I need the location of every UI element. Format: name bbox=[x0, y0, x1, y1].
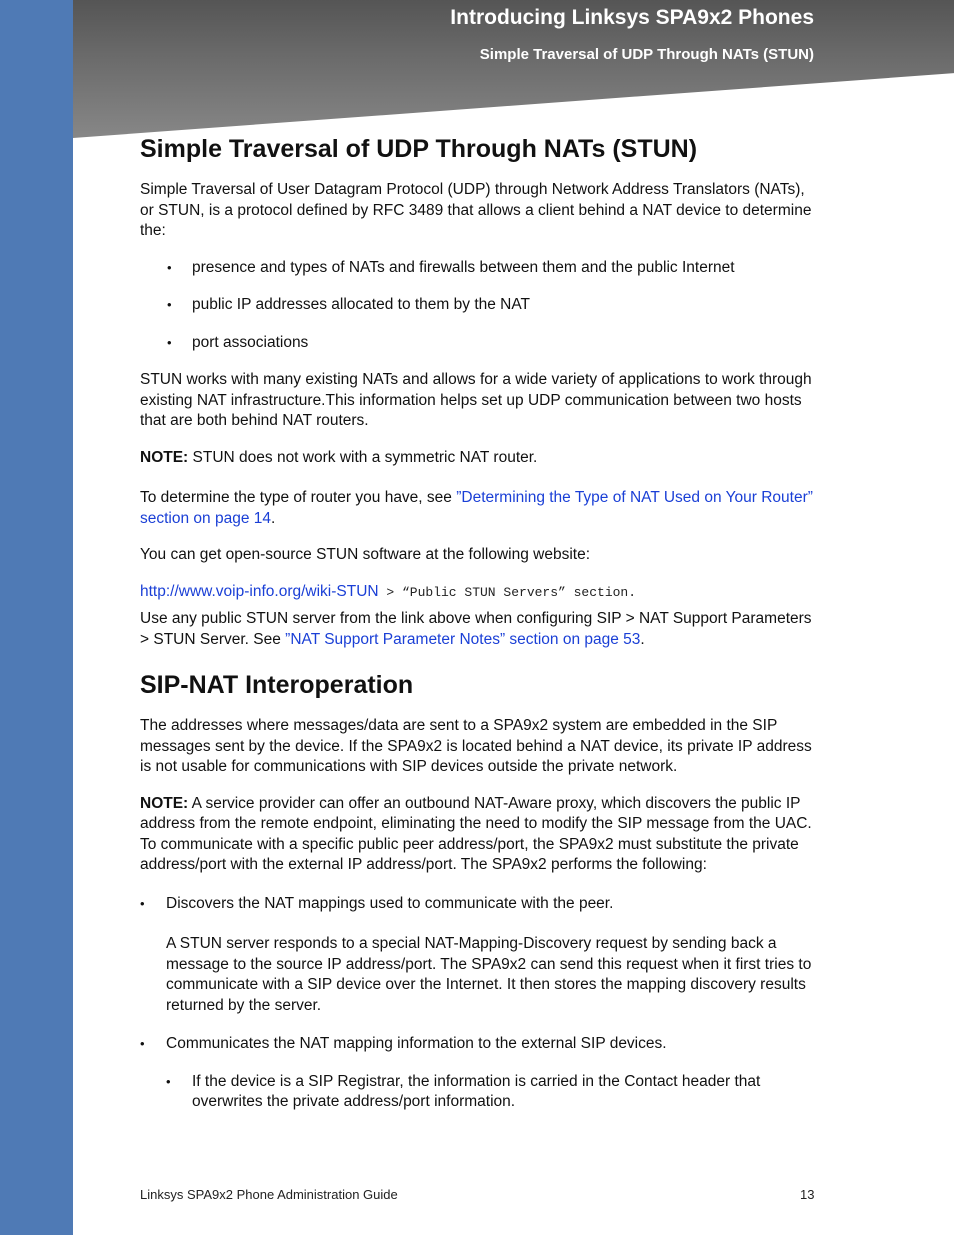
stun-bullet-list bbox=[140, 258, 820, 354]
bullet-text: Discovers the NAT mappings used to communicate with the peer. bbox=[166, 894, 614, 912]
software-para: You can get open-source STUN software at the following website: bbox=[140, 546, 591, 563]
sip-nat-note bbox=[140, 794, 820, 835]
page-content bbox=[140, 132, 820, 1131]
url-para bbox=[140, 582, 820, 604]
note-text: A service provider can offer an outbound NAT-Aware proxy, which discovers the public IP address from the remote endpoint, eliminating the need to modify the SIP message from the UAC. bbox=[140, 794, 812, 832]
left-color-bar bbox=[0, 0, 73, 1235]
use-suffix: . bbox=[640, 630, 645, 648]
use-text: Use any public STUN server from the link above when configuring SIP > NAT Support Parameters > STUN Server. See bbox=[140, 610, 812, 648]
sip-nat-heading: SIP-NAT Interoperation bbox=[140, 671, 414, 699]
note-text: STUN does not work with a symmetric NAT router. bbox=[188, 448, 538, 466]
page-number: 13 bbox=[800, 1187, 815, 1202]
list-item bbox=[140, 894, 820, 1017]
bullet-detail: A STUN server responds to a special NAT-Mapping-Discovery request by sending back a message to the source IP address/port. The SPA9x2 can send this request when it first tries to communicate with a SIP device over the Internet. It then stores the mapping discovery results returned by the server. bbox=[166, 935, 812, 1014]
determine-para bbox=[140, 488, 820, 529]
nested-list bbox=[166, 1072, 820, 1113]
note-label: NOTE: bbox=[140, 448, 189, 466]
sip-nat-bullet-list bbox=[140, 894, 820, 1113]
voip-info-link[interactable]: http://www.voip-info.org/wiki-STUN bbox=[140, 582, 379, 600]
stun-note bbox=[140, 448, 820, 469]
list-item: • presence and types of NATs and firewalls between them and the public Internet bbox=[140, 258, 820, 279]
url-suffix: > “Public STUN Servers” section. bbox=[378, 584, 637, 600]
nested-list-item: • If the device is a SIP Registrar, the information is carried in the Contact header that overwrites the private address/port information. bbox=[166, 1072, 820, 1113]
nat-support-link[interactable]: ”NAT Support Parameter Notes” section on page 53 bbox=[285, 630, 641, 648]
determine-nat-link[interactable]: ”Determining the Type of NAT Used on Your Router” section on page 14 bbox=[140, 489, 813, 527]
stun-heading: Simple Traversal of UDP Through NATs (STUN) bbox=[140, 135, 698, 163]
note-label: NOTE: bbox=[140, 794, 189, 812]
substitute-para: To communicate with a specific public peer address/port, the SPA9x2 must substitute the private address/port with the external IP address/port. The SPA9x2 performs the following: bbox=[140, 835, 799, 873]
footer-guide-title: Linksys SPA9x2 Phone Administration Guide bbox=[140, 1187, 398, 1202]
chapter-title: Introducing Linksys SPA9x2 Phones bbox=[450, 6, 814, 29]
list-item: • port associations bbox=[140, 333, 820, 354]
stun-para: STUN works with many existing NATs and allows for a wide variety of applications to work through existing NAT infrastructure.This information helps set up UDP communication between two hosts that are both behind NAT routers. bbox=[140, 371, 812, 429]
list-item: • public IP addresses allocated to them by the NAT bbox=[140, 295, 820, 316]
determine-text: To determine the type of router you have, see bbox=[140, 489, 457, 506]
bullet-text: Communicates the NAT mapping information to the external SIP devices. bbox=[166, 1035, 667, 1052]
determine-suffix: . bbox=[271, 509, 276, 527]
section-subtitle: Simple Traversal of UDP Through NATs (STUN) bbox=[479, 46, 814, 63]
sip-nat-para: The addresses where messages/data are sent to a SPA9x2 system are embedded in the SIP messages sent by the device. If the SPA9x2 is located behind a NAT device, its private IP address is not usable for communications with SIP devices outside the private network. bbox=[140, 717, 812, 775]
stun-intro: Simple Traversal of User Datagram Protocol (UDP) through Network Address Translators (NATs), or STUN, is a protocol defined by RFC 3489 that allows a client behind a NAT device to determine the: bbox=[140, 181, 812, 239]
use-server-para bbox=[140, 609, 820, 650]
list-item bbox=[140, 1034, 820, 1113]
